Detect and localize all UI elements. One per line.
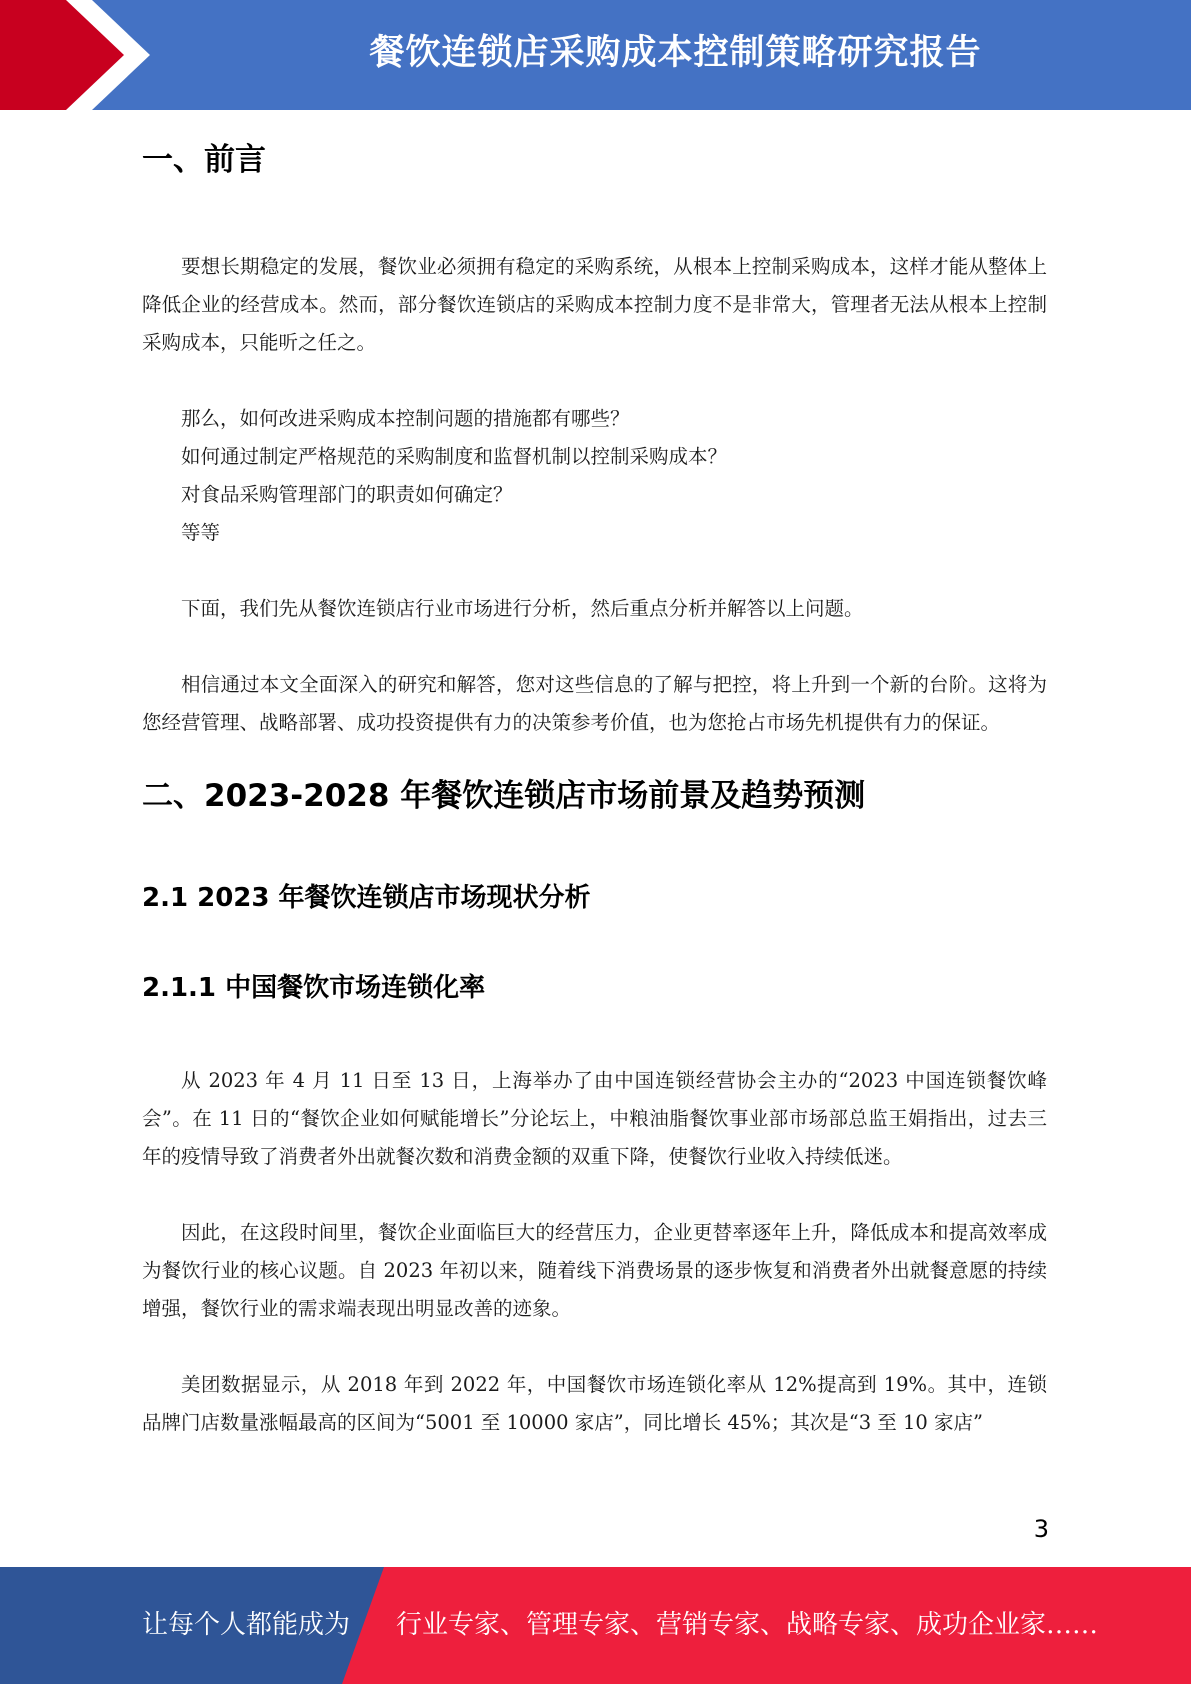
paragraph: 因此，在这段时间里，餐饮企业面临巨大的经营压力，企业更替率逐年上升，降低成本和提高效率成为餐饮行业的核心议题。自 2023 年初以来，随着线下消费场景的逐步恢复和消费者外出就餐意愿的持续增强，餐饮行业的需求端表现出明显改善的迹象。: [142, 1221, 1047, 1320]
subsubsection-heading-chain-rate: 2.1.1 中国餐饮市场连锁化率: [142, 973, 486, 1003]
subsection-heading-market-status: 2.1 2023 年餐饮连锁店市场现状分析: [142, 883, 591, 913]
section-heading-market-outlook: 二、2023-2028 年餐饮连锁店市场前景及趋势预测: [142, 778, 866, 814]
question-item: 等等: [181, 521, 221, 544]
main-content: [142, 110, 1047, 1442]
header-arrow-decoration: [0, 0, 160, 110]
footer-banner: [0, 1567, 1191, 1684]
paragraph: 下面，我们先从餐饮连锁店行业市场进行分析，然后重点分析并解答以上问题。: [181, 597, 864, 620]
question-item: 那么，如何改进采购成本控制问题的措施都有哪些？: [181, 407, 630, 430]
question-item: 如何通过制定严格规范的采购制度和监督机制以控制采购成本？: [181, 445, 728, 468]
footer-slogan-right: 行业专家、管理专家、营销专家、战略专家、成功企业家……: [396, 1610, 1099, 1640]
question-list: [142, 400, 1047, 552]
footer-slogan-left: 让每个人都能成为: [142, 1610, 351, 1640]
paragraph: 要想长期稳定的发展，餐饮业必须拥有稳定的采购系统，从根本上控制采购成本，这样才能从整体上降低企业的经营成本。然而，部分餐饮连锁店的采购成本控制力度不是非常大，管理者无法从根本上控制采购成本，只能听之任之。: [142, 255, 1047, 354]
question-item: 对食品采购管理部门的职责如何确定？: [181, 483, 513, 506]
page-number: 3: [1033, 1515, 1049, 1543]
report-title: 餐饮连锁店采购成本控制策略研究报告: [369, 33, 982, 73]
section-heading-preface: 一、前言: [142, 142, 266, 178]
paragraph: 美团数据显示，从 2018 年到 2022 年，中国餐饮市场连锁化率从 12%提高到 19%。其中，连锁品牌门店数量涨幅最高的区间为“5001 至 10000 家店”，同比增长 45%；其次是“3 至 10 家店”: [142, 1373, 1047, 1434]
paragraph: 相信通过本文全面深入的研究和解答，您对这些信息的了解与把控，将上升到一个新的台阶。这将为您经营管理、战略部署、成功投资提供有力的决策参考价值，也为您抢占市场先机提供有力的保证。: [142, 673, 1047, 734]
header-banner: [0, 0, 1191, 110]
paragraph: 从 2023 年 4 月 11 日至 13 日，上海举办了由中国连锁经营协会主办的“2023 中国连锁餐饮峰会”。在 11 日的“餐饮企业如何赋能增长”分论坛上，中粮油脂餐饮事业部市场部总监王娟指出，过去三年的疫情导致了消费者外出就餐次数和消费金额的双重下降，使餐饮行业收入持续低迷。: [142, 1069, 1047, 1168]
